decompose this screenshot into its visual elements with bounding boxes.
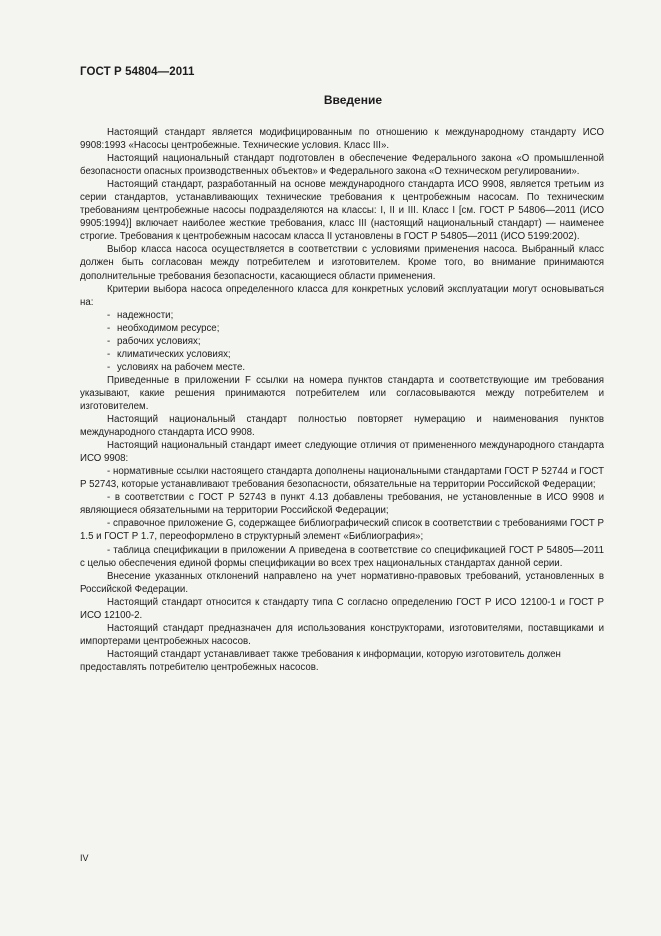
- paragraph: Настоящий стандарт относится к стандарту типа С согласно определению ГОСТ Р ИСО 12100-1 и ГОСТ Р ИСО 12100-2.: [80, 596, 604, 621]
- paragraph: Настоящий стандарт предназначен для использования конструкторами, изготовителями, поставщиками и импортерами центробежных насосов.: [80, 622, 604, 647]
- difference-item: - в соответствии с ГОСТ Р 52743 в пункт 4.13 добавлены требования, не установленные в ИСО 9908 и являющиеся обязательными на территории Российской Федерации;: [80, 492, 604, 517]
- paragraph: Критерии выбора насоса определенного класса для конкретных условий эксплуатации могут основываться на:: [80, 283, 604, 308]
- list-item: - условиях на рабочем месте.: [107, 361, 246, 373]
- paragraph: Приведенные в приложении F ссылки на номера пунктов стандарта и соответствующие им требования указывают, какие решения принимаются потребителем или согласовываются между потребителем и изготовителем.: [80, 374, 604, 412]
- paragraph: Внесение указанных отклонений направлено на учет нормативно-правовых требований, установленных в Российской Федерации.: [80, 570, 604, 595]
- list-item: - рабочих условиях;: [107, 335, 201, 347]
- difference-item: - нормативные ссылки настоящего стандарта дополнены национальными стандартами ГОСТ Р 52744 и ГОСТ Р 52743, которые устанавливают требования безопасности, обязательные на территории Российской Федерации;: [80, 466, 604, 491]
- paragraph: Настоящий стандарт является модифицированным по отношению к международному стандарту ИСО 9908:1993 «Насосы центробежные. Технические условия. Класс III».: [80, 127, 604, 152]
- paragraph: Настоящий стандарт, разработанный на основе международного стандарта ИСО 9908, является третьим из серии стандартов, устанавливающих технические требования к центробежным насосам. По техническим требованиям центробежные насосы подразделяются на классы: I, II и III. Класс I [см. ГОСТ Р 54806—2011 (ИСО 9905:1994)] включает наиболее жесткие требования, класс III (настоящий национальный стандарт) — наименее строгие. Требования к центробежным насосам класса II установлены в ГОСТ Р 54805—2011 (ИСО 5199:2002).: [80, 179, 604, 243]
- page-number: IV: [80, 853, 89, 863]
- list-item: - климатических условиях;: [107, 348, 231, 360]
- paragraph: Настоящий национальный стандарт имеет следующие отличия от примененного международного стандарта ИСО 9908:: [80, 440, 604, 465]
- list-item: - необходимом ресурсе;: [107, 322, 220, 334]
- paragraph: Настоящий национальный стандарт полностью повторяет нумерацию и наименования пунктов международного стандарта ИСО 9908.: [80, 414, 604, 439]
- list-item: - надежности;: [107, 309, 174, 321]
- document-header: ГОСТ Р 54804—2011: [80, 66, 195, 78]
- section-title: Введение: [323, 93, 382, 107]
- difference-item: - справочное приложение G, содержащее библиографический список в соответствии с требованиями ГОСТ Р 1.5 и ГОСТ Р 1.7, переоформлено в структурный элемент «Библиография»;: [80, 518, 604, 543]
- paragraph: Настоящий национальный стандарт подготовлен в обеспечение Федерального закона «О промышленной безопасности опасных производственных объектов» и Федерального закона «О техническом регулировании».: [80, 153, 604, 178]
- difference-item: - таблица спецификации в приложении А приведена в соответствие со спецификацией ГОСТ Р 54805—2011 с целью обеспечения единой формы спецификации во всех трех национальных стандартах данной серии.: [80, 544, 604, 569]
- document-body: [80, 126, 604, 674]
- paragraph: Выбор класса насоса осуществляется в соответствии с условиями применения насоса. Выбранный класс должен быть согласован между потребителем и изготовителем. Кроме того, во внимание принимаются дополнительные требования безопасности, касающиеся области применения.: [80, 244, 604, 282]
- paragraph: Настоящий стандарт устанавливает также требования к информации, которую изготовитель должен предоставлять потребителю центробежных насосов.: [80, 648, 561, 673]
- criteria-list: [80, 309, 604, 374]
